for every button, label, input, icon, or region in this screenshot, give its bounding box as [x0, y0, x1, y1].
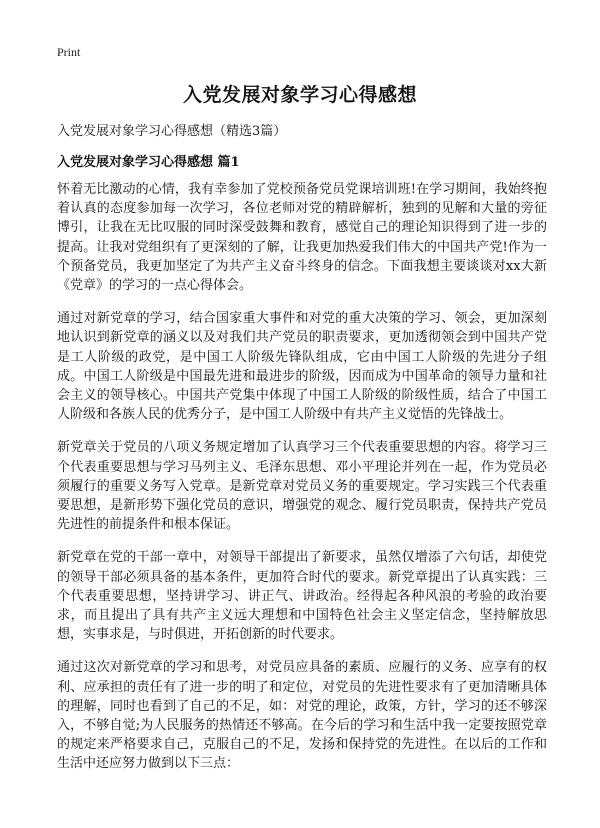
- article-body: [57, 180, 547, 788]
- print-link[interactable]: Print: [57, 45, 81, 59]
- paragraph-5: 通过这次对新党章的学习和思考，对党员应具备的素质、应履行的义务、应享有的权利、应承担的责任有了进一步的明了和定位，对党员的先进性要求有了更加清晰具体的理解，同时也看到了自己的不足，如：对党的理论，政策，方针，学习的还不够深入，不够自觉;为人民服务的热情还不够高。在今后的学习和生活中我一定要按照党章的规定来严格要求自己，克服自己的不足，发扬和保持党的先进性。在以后的工作和生活中还应努力做到以下三点：: [57, 660, 547, 772]
- paragraph-2: 通过对新党章的学习，结合国家重大事件和对党的重大决策的学习、领会，更加深刻地认识到新党章的涵义以及对我们共产党员的职责要求，更加透彻领会到中国共产党是工人阶级的政党，是中国工人阶级先锋队组成，它由中国工人阶级的先进分子组成。中国工人阶级是中国最先进和最进步的阶级，因而成为中国革命的领导力量和社会主义的领导核心。中国共产党集中体现了中国工人阶级的阶级性质，结合了中国工人阶级和各族人民的优秀分子，是中国工人阶级中有共产主义觉悟的先锋战士。: [57, 311, 547, 423]
- paragraph-3: 新党章关于党员的八项义务规定增加了认真学习三个代表重要思想的内容。将学习三个代表重要思想与学习马列主义、毛泽东思想、邓小平理论并列在一起，作为党员必须履行的重要义务写入党章。是新党章对党员义务的重要规定。学习实践三个代表重要思想，是新形势下强化党员的意识，增强党的观念、履行党员职责，保持共产党员先进性的前提条件和根本保证。: [57, 440, 547, 533]
- document-subtitle: 入党发展对象学习心得感想（精选3篇）: [57, 124, 287, 139]
- document-title: 入党发展对象学习心得感想: [182, 84, 417, 106]
- paragraph-1: 怀着无比激动的心情，我有幸参加了党校预备党员党课培训班!在学习期间，我始终抱着认真的态度参加每一次学习，各位老师对党的精辟解析，独到的见解和大量的旁征博引，让我在无比叹服的同时深受鼓舞和教育，感觉自己的理论知识得到了进一步的提高。让我对党组织有了更深刻的了解，让我更加热爱我们伟大的中国共产党!作为一个预备党员，我更加坚定了为共产主义奋斗终身的信念。下面我想主要谈谈对xx大新《党章》的学习的一点心得体会。: [57, 182, 547, 294]
- paragraph-4: 新党章在党的干部一章中，对领导干部提出了新要求，虽然仅增添了六句话，却使党的领导干部必须具备的基本条件，更加符合时代的要求。新党章提出了认真实践：三个代表重要思想，坚持讲学习、讲正气、讲政治。经得起各种风浪的考验的政治要求，而且提出了具有共产主义远大理想和中国特色社会主义坚定信念，坚持解放思想，实事求是，与时俱进，开拓创新的时代要求。: [57, 550, 547, 643]
- section-heading: 入党发展对象学习心得感想 篇1: [57, 155, 240, 170]
